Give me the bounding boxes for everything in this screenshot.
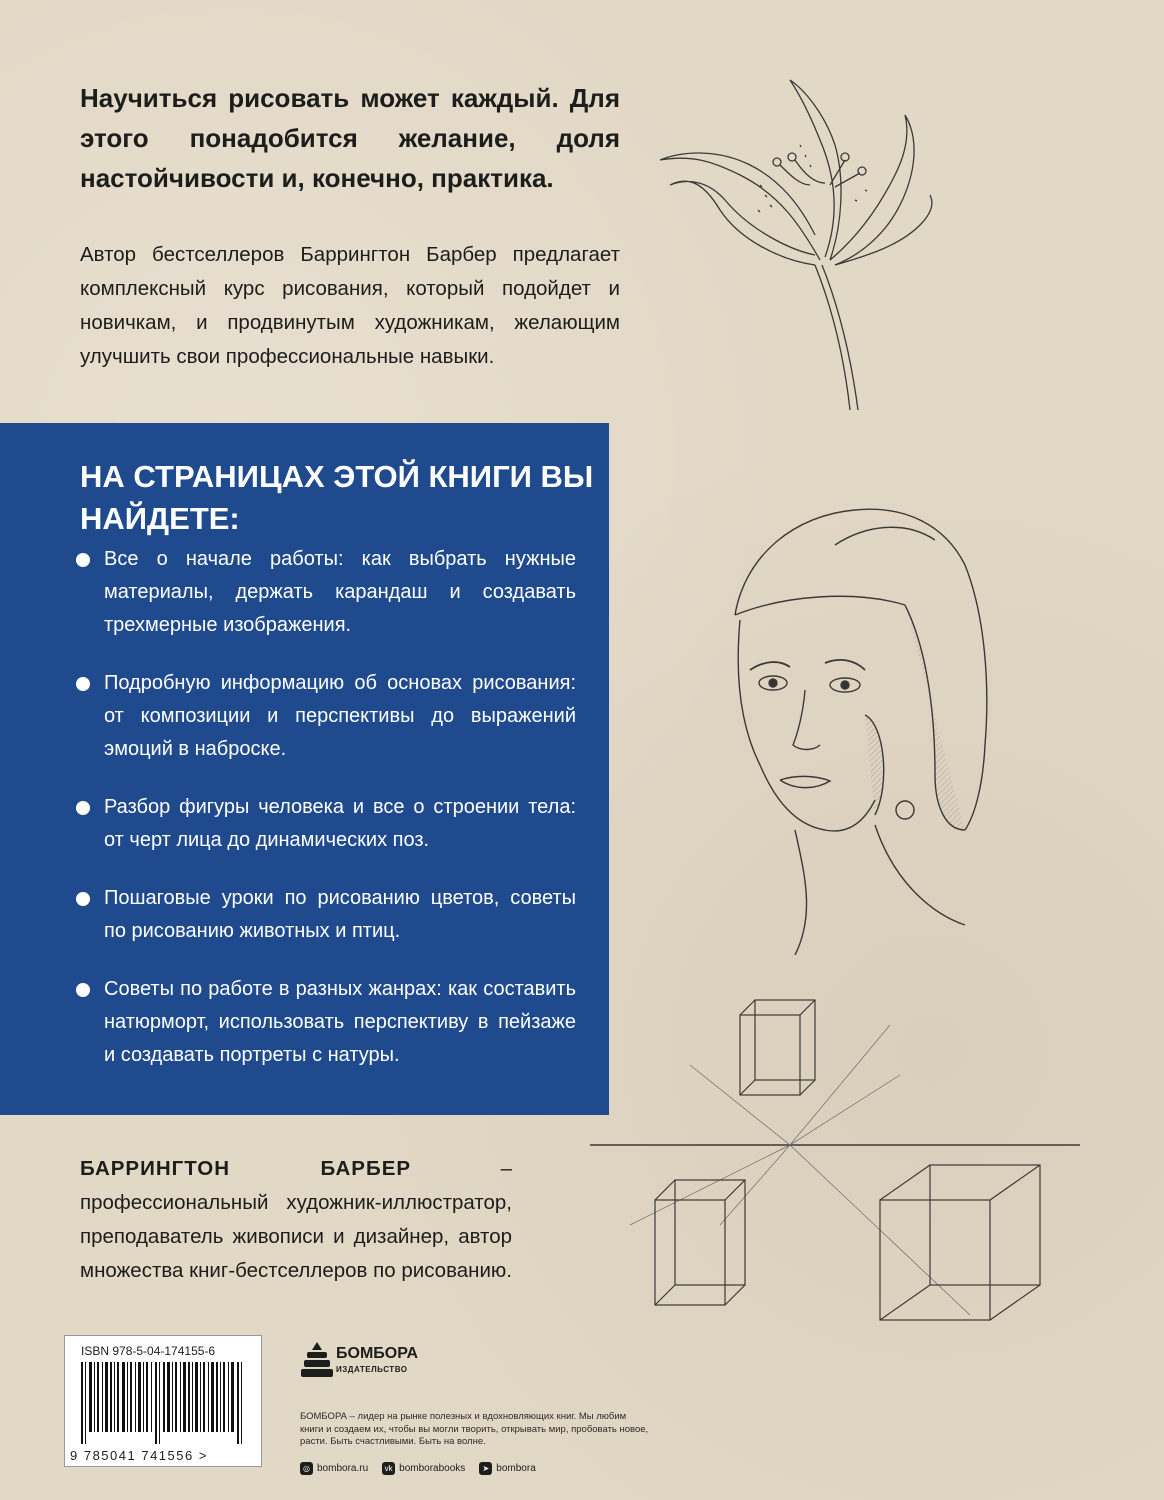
lily-sketch	[630, 65, 950, 435]
contents-title: НА СТРАНИЦАХ ЭТОЙ КНИГИ ВЫ НАЙДЕТЕ:	[80, 459, 594, 536]
publisher-name: БОМБОРА	[336, 1345, 419, 1362]
bullet-dot-icon	[76, 677, 90, 691]
list-item: Подробную информацию об основах рисования: от композиции и перспективы до выражений эмоций в наброске.	[76, 667, 576, 766]
intro-lead-text: Научиться рисовать может каждый. Для этого понадобится желание, доля настойчивости и, конечно, практика.	[80, 83, 620, 193]
perspective-cubes-sketch	[590, 985, 1090, 1395]
list-item: Все о начале работы: как выбрать нужные материалы, держать карандаш и создавать трехмерные изображения.	[76, 543, 576, 642]
publisher-socials	[300, 1462, 536, 1475]
social-link-vk[interactable]: vk bomborabooks	[382, 1462, 465, 1475]
portrait-sketch	[665, 485, 1035, 955]
barcode-digits: 9 785041 741556 >	[70, 1448, 208, 1463]
isbn-barcode	[64, 1335, 262, 1467]
publisher-subtitle: ИЗДАТЕЛЬСТВО	[336, 1365, 408, 1374]
bombora-logo-icon	[300, 1340, 334, 1384]
barcode-icon	[81, 1362, 243, 1444]
bullet-dot-icon	[76, 801, 90, 815]
contents-list	[76, 543, 576, 1097]
intro-body-text: Автор бестселлеров Баррингтон Барбер предлагает комплексный курс рисования, который подойдет и новичкам, и продвинутым художникам, желающим улучшить свои профессиональные навыки.	[80, 243, 620, 368]
vk-icon: vk	[382, 1462, 395, 1475]
social-link-site[interactable]: ◎ bombora.ru	[300, 1462, 368, 1475]
telegram-icon: ➤	[479, 1462, 492, 1475]
author-bio-text: – профессиональный художник-иллюстратор, преподаватель живописи и дизайнер, автор множества книг-бестселлеров по рисованию.	[80, 1157, 512, 1282]
isbn-label: ISBN 978-5-04-174155-6	[81, 1344, 216, 1358]
author-bio	[80, 1152, 512, 1288]
bullet-dot-icon	[76, 553, 90, 567]
list-item: Разбор фигуры человека и все о строении тела: от черт лица до динамических поз.	[76, 791, 576, 857]
list-item: Пошаговые уроки по рисованию цветов, советы по рисованию животных и птиц.	[76, 882, 576, 948]
publisher-description: БОМБОРА – лидер на рынке полезных и вдохновляющих книг. Мы любим книги и создаем их, чтобы вы могли творить, открывать мир, пробовать новое, расти. Быть счастливыми. Быть на волне.	[300, 1411, 649, 1447]
bullet-dot-icon	[76, 983, 90, 997]
list-item: Советы по работе в разных жанрах: как составить натюрморт, использовать перспективу в пейзаже и создавать портреты с натуры.	[76, 973, 576, 1072]
social-link-telegram[interactable]: ➤ bombora	[479, 1462, 535, 1475]
bullet-dot-icon	[76, 892, 90, 906]
globe-icon: ◎	[300, 1462, 313, 1475]
author-name: БАРРИНГТОН БАРБЕР	[80, 1157, 412, 1180]
